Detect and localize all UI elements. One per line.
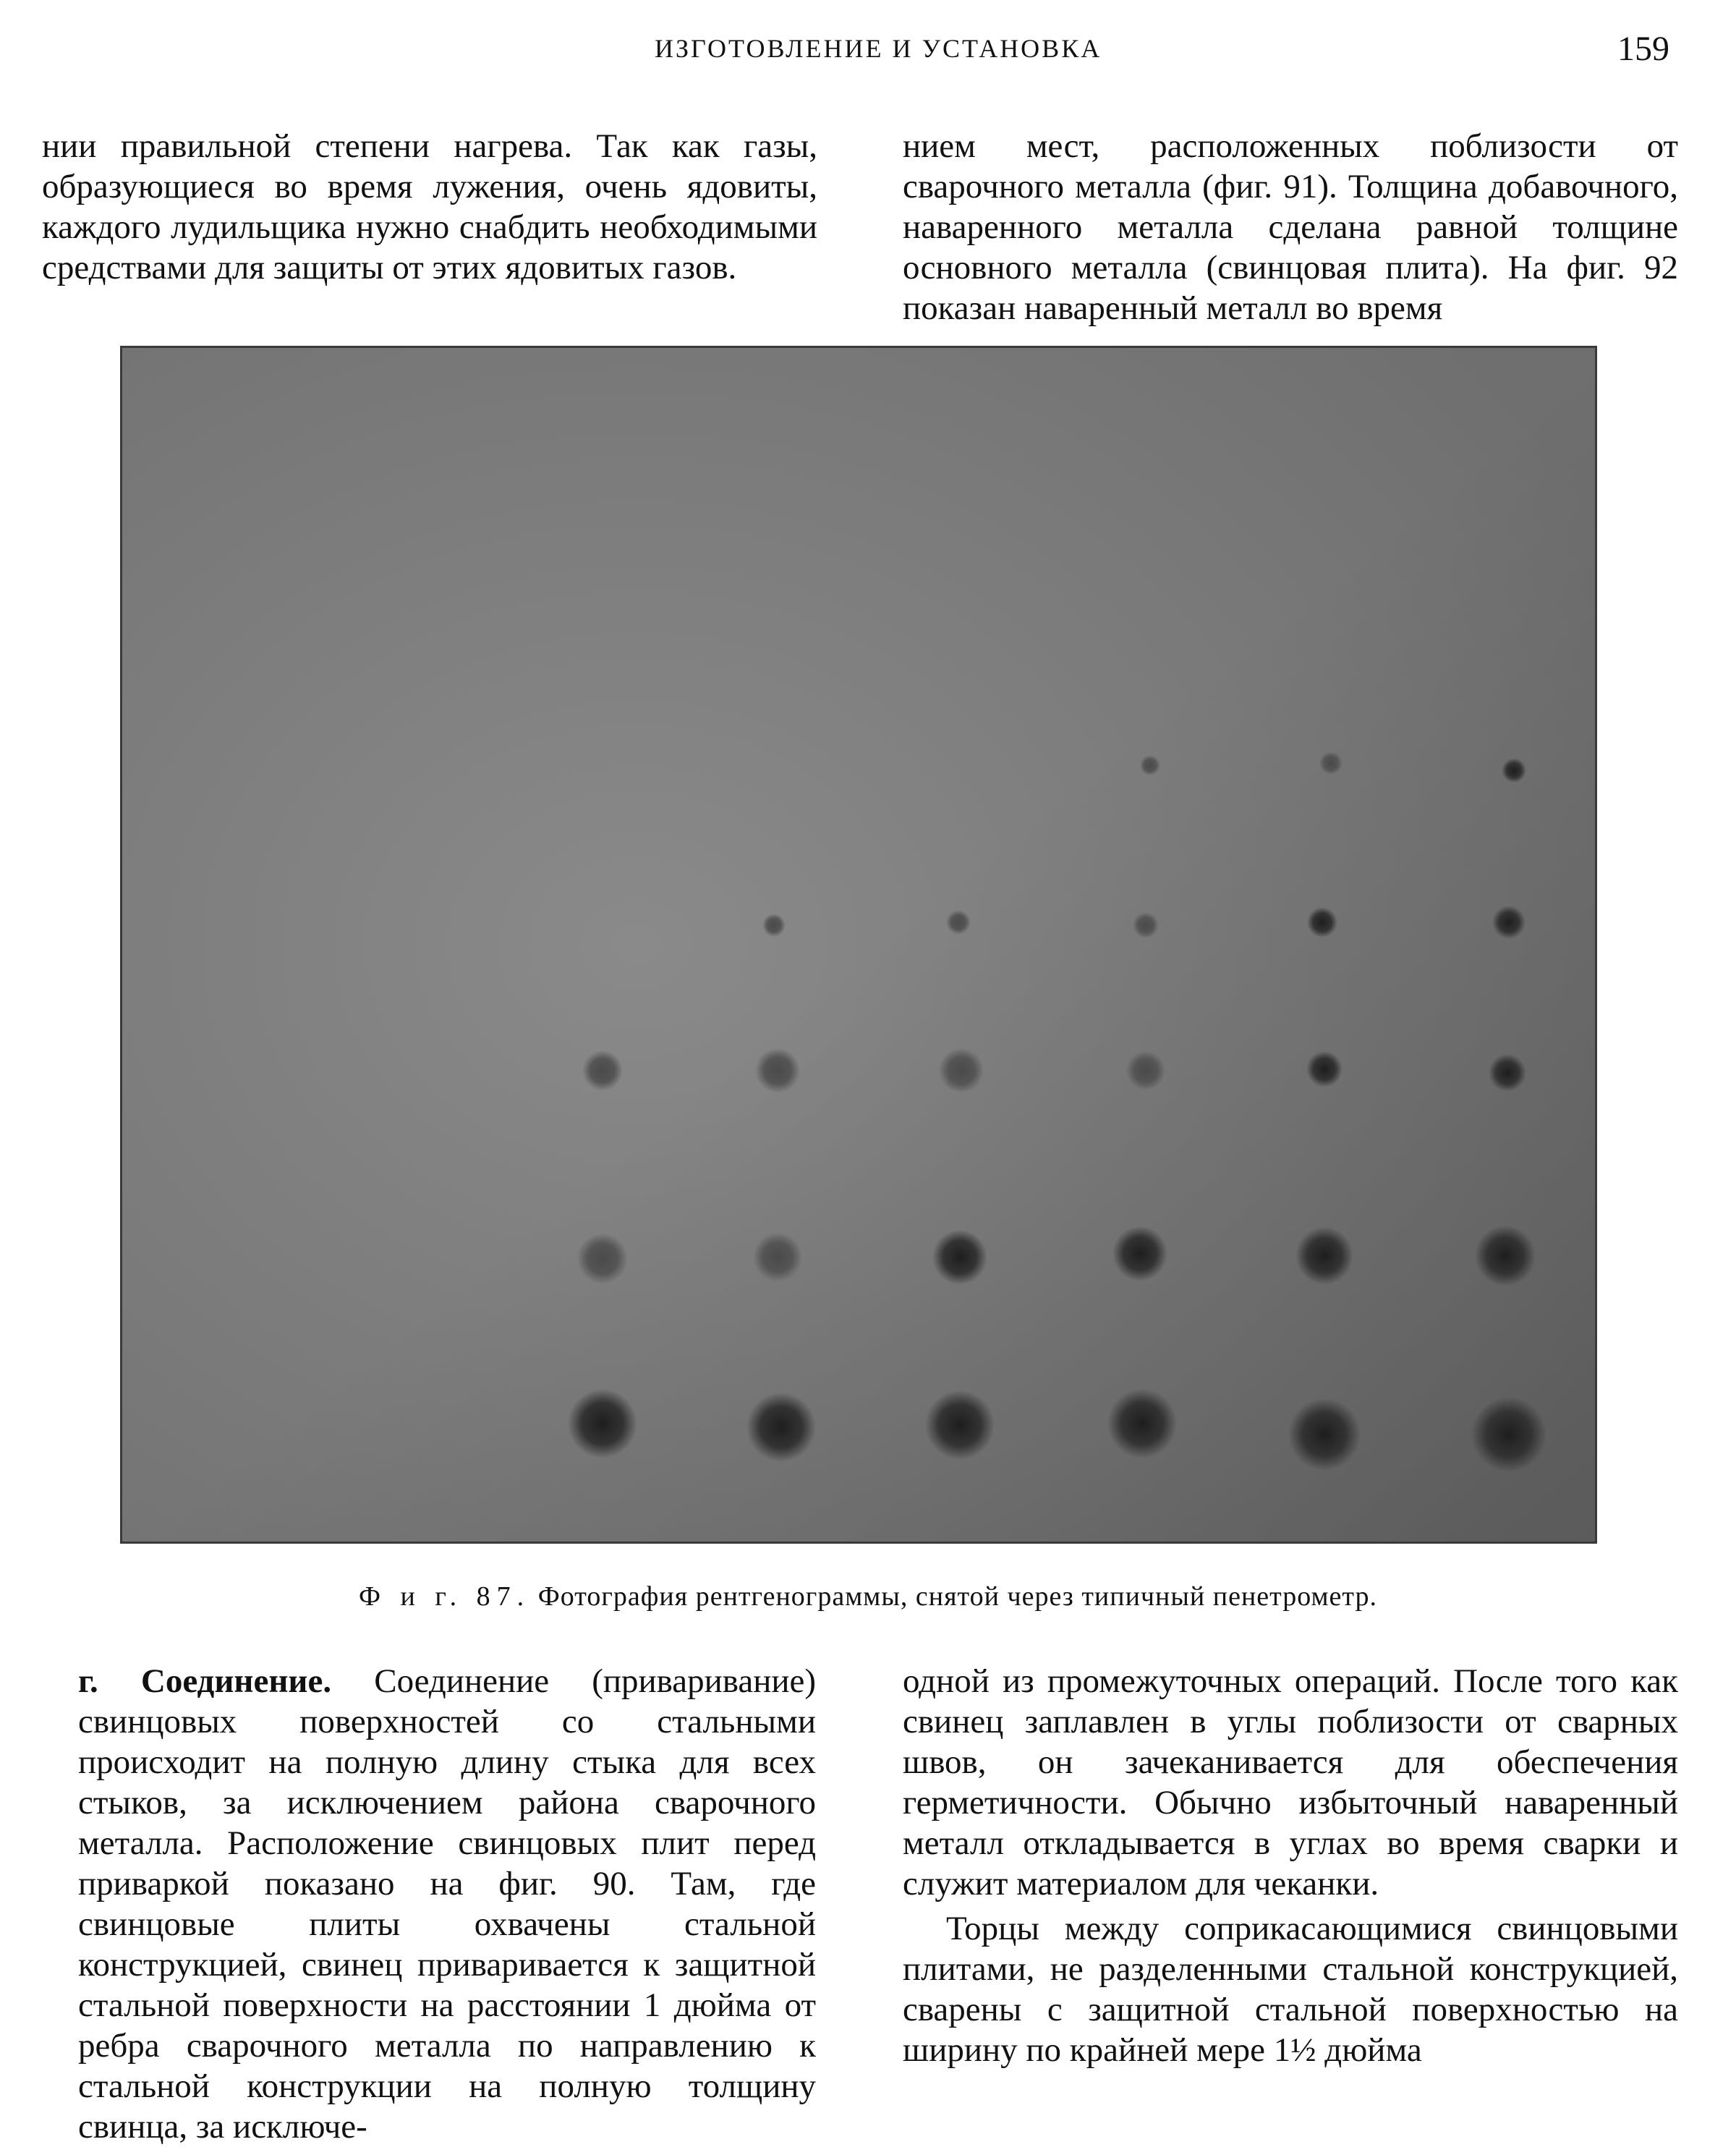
- top-right-paragraph: нием мест, расположенных поблизости от сварочного металла (фиг. 91). Толщина добавочного, наваренного металла сделана равной толщине основного металла (свинцовая плита). На фиг. 92 показан наваренный металл во время: [903, 127, 1678, 327]
- bottom-left-column: [78, 1661, 816, 2147]
- figure-label: Ф и г. 87.: [359, 1581, 531, 1612]
- penetrometer-hole: [753, 1233, 802, 1282]
- section-paragraph: [78, 1661, 816, 2147]
- figure-caption: [0, 1581, 1736, 1612]
- penetrometer-hole: [1475, 1225, 1536, 1286]
- penetrometer-hole: [1107, 1389, 1177, 1458]
- page-number: 159: [1617, 30, 1669, 68]
- penetrometer-hole: [568, 1389, 637, 1458]
- radiograph-image: [120, 346, 1597, 1544]
- penetrometer-hole: [1471, 1397, 1546, 1472]
- penetrometer-hole: [946, 910, 971, 935]
- penetrometer-hole: [1492, 906, 1526, 939]
- penetrometer-hole: [582, 1050, 623, 1091]
- radiograph-shading: [120, 346, 1597, 1544]
- radiograph-photo: [120, 346, 1597, 1544]
- penetrometer-hole: [932, 1230, 987, 1285]
- penetrometer-hole: [1307, 907, 1337, 938]
- penetrometer-hole: [925, 1390, 995, 1460]
- penetrometer-hole: [1319, 752, 1343, 775]
- penetrometer-hole: [1502, 758, 1526, 783]
- penetrometer-hole: [1112, 1226, 1167, 1281]
- top-left-column: [42, 126, 817, 288]
- top-left-paragraph: нии правильной степени нагрева. Так как газы, образующиеся во время лужения, очень ядовиты, каждого лудильщика нужно снабдить необходимыми средствами для защиты от этих ядовитых газов.: [42, 127, 817, 286]
- penetrometer-hole: [762, 914, 786, 937]
- penetrometer-hole: [755, 1048, 800, 1093]
- penetrometer-hole: [939, 1048, 984, 1093]
- penetrometer-hole: [577, 1233, 628, 1284]
- penetrometer-hole: [746, 1393, 816, 1462]
- penetrometer-hole: [1126, 1051, 1165, 1090]
- penetrometer-hole: [1288, 1398, 1361, 1471]
- bottom-right-paragraph-2: Торцы между соприкасающимися свинцовыми плитами, не разделенными стальной конструкцией, сварены с защитной стальной поверхностью на ширину по крайней мере 1½ дюйма: [903, 1910, 1678, 2069]
- penetrometer-hole: [1489, 1054, 1526, 1092]
- running-title: ИЗГОТОВЛЕНИЕ И УСТАНОВКА: [655, 34, 1102, 63]
- bottom-right-paragraph-1: одной из промежуточных операций. После того как свинец заплавлен в углы поблизости от сварных швов, он зачеканивается для обеспечения герметичности. Обычно избыточный наваренный металл откладывается в углах во время сварки и служит материалом для чеканки.: [903, 1662, 1678, 1902]
- penetrometer-hole: [1306, 1051, 1343, 1087]
- figure-caption-text: Фотография рентгенограммы, снятой через типичный пенетрометр.: [537, 1581, 1377, 1612]
- penetrometer-hole: [1140, 755, 1160, 775]
- section-text: Соединение (приваривание) свинцовых поверхностей со стальными происходит на полную длину стыка для всех стыков, за исключением района сварочного металла. Расположение свинцовых плит перед приваркой показано на фиг. 90. Там, где свинцовые плиты охвачены стальной конструкцией, свинец приваривается к защитной стальной поверхности на расстоянии 1 дюйма от ребра сварочного металла по направлению к стальной конструкции на полную толщину свинца, за исключе-: [78, 1662, 817, 2146]
- penetrometer-hole: [1295, 1227, 1353, 1285]
- top-right-column: [903, 126, 1678, 328]
- section-heading: г. Соединение.: [78, 1662, 332, 1700]
- penetrometer-hole: [1133, 912, 1159, 938]
- bottom-right-column: [903, 1661, 1678, 2070]
